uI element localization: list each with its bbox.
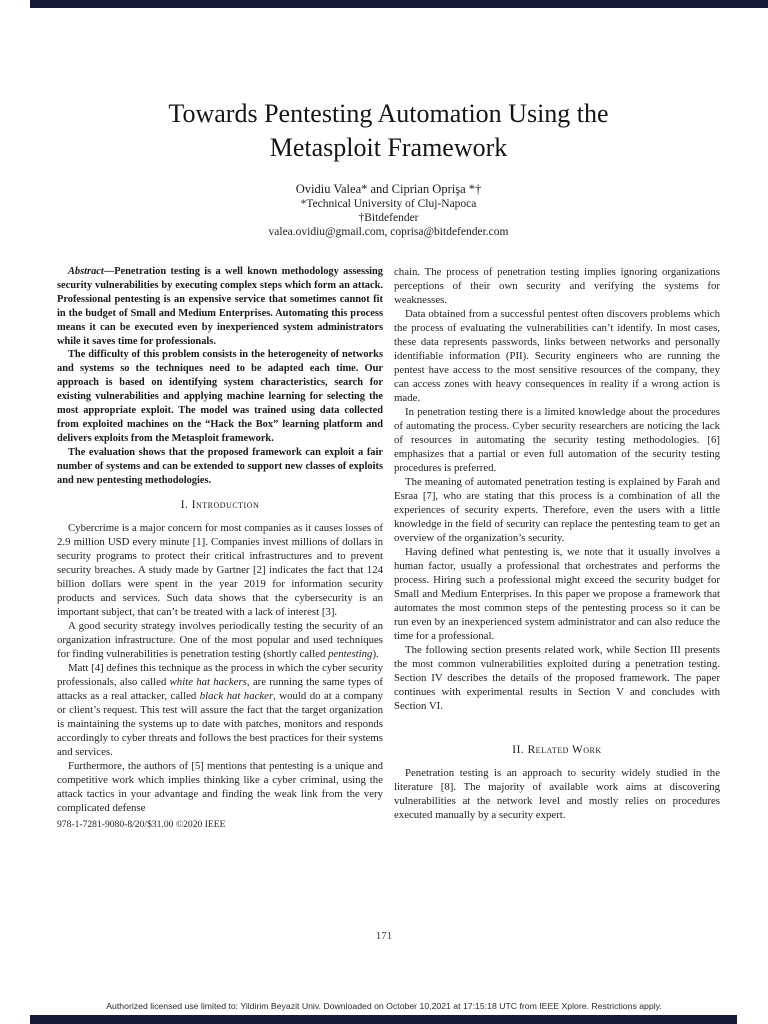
viewer-bottom-bar [30,1015,737,1024]
intro-p3-text-mid: , are running the same types of attacks as a real attacker, called [57,675,384,702]
paper-title [57,97,720,165]
intro-paragraph-2 [57,619,383,661]
paper-title-line2: Metasploit Framework [269,133,508,162]
two-column-body [57,265,720,831]
page-number: 171 [375,930,393,942]
body-paragraph-3: In penetration testing there is a limited knowledge about the procedures of automating the process. Cyber security researchers are noticing the lack of resources in automating the security testing methodologies. [6] emphasizes that a partial or even full automation of the security testing procedures is preferred. [394,406,720,474]
right-column [394,265,720,831]
authors-names: Ovidiu Valea* and Ciprian Oprişa *† [295,182,482,196]
affiliation-university: *Technical University of Cluj-Napoca [300,198,477,210]
body-paragraph-continuation: chain. The process of penetration testing implies ignoring organizations perceptions of their own security and verifying the systems for weaknesses. [394,266,720,306]
abstract-paragraph-1 [57,265,383,348]
section-heading-introduction: I. Introduction [180,498,260,511]
affiliation-company: †Bitdefender [358,212,419,224]
section-heading-related-work: II. Related Work [512,744,602,756]
body-paragraph-6: The following section presents related work, while Section III presents the most common vulnerabilities exploited during a penetration testing. Section IV describes the details of the proposed framework. The paper continues with experimental results in Section V and concludes with Section VI. [394,644,720,712]
intro-p3-italic-white-hat: white hat hackers [169,675,247,688]
body-paragraph-2: Data obtained from a successful pentest often discovers problems which the process of evaluating the vulnerabilities can’t identify. In most cases, these data represents passwords, links between networks and personally identifiable information (PII). Security engineers who are running the pentest have access to the most sensitive resources of the company, they can access zones with heavy consequences in reality if a wrong action is made. [394,308,720,404]
ieee-xplore-stamp: Authorized licensed use limited to: Yildirim Beyazit Univ. Downloaded on October 10,2021 at 17:15:18 UTC from IEEE Xplore. Restrictions apply. [106,1001,662,1011]
intro-p3-text-end: , would do at a company or client’s request. This test will assure the fact that the target organization is maintaining the systems up to date with patches, monitors and responds accordingly to cyber threats and follows the best practices for their systems and services. [57,689,383,758]
abstract-paragraph-3: The evaluation shows that the proposed framework can exploit a fair number of systems and can be extended to support new classes of exploits and new pentesting methodologies. [57,446,383,486]
copyright-footnote: 978-1-7281-9080-8/20/$31.00 ©2020 IEEE [57,818,226,830]
abstract-paragraph-2: The difficulty of this problem consists in the heterogeneity of networks and systems so the techniques need to be adapted each time. Our approach is based on identifying system characteristics, search for existing vulnerabilities and applying machine learning for selecting the most appropriate exploit. The model was trained using data collected from exploited machines on the “Hack the Box” learning platform and delivers exploits from the Metasploit framework. [57,349,383,444]
intro-p2-text-end: ). [372,647,379,660]
intro-p2-text: A good security strategy involves periodically testing the security of an organization infrastructure. One of the most popular and used techniques for finding vulnerabilities is penetration testing (shortly called [57,619,383,660]
intro-p3-italic-black-hat: black hat hacker [199,689,274,702]
abstract-text: —Penetration testing is a well known methodology assessing security vulnerabilities by executing complex steps which form an attack. Professional pentesting is an expensive service that sometimes cannot fit in the budget of Small and Medium Enterprises. Automating this process means it can be executed even by inexperienced system administrators while it saves time for professionals. [57,266,383,347]
paper-title-line1: Towards Pentesting Automation Using the [168,99,609,128]
paper-page [57,0,720,831]
intro-paragraph-4: Furthermore, the authors of [5] mentions that pentesting is a unique and competitive work which implies thinking like a cyber criminal, using the attack tactics in your advantage and finding the weak link from the very complicated defense [57,759,383,814]
intro-p3-text: Matt [4] defines this technique as the process in which the cyber security professionals, also called [57,661,383,688]
intro-paragraph-3 [57,661,383,759]
author-emails: valea.ovidiu@gmail.com, coprisa@bitdefender.com [268,226,509,238]
intro-p2-italic-term: pentesting [328,647,373,660]
body-paragraph-5: Having defined what pentesting is, we note that it usually involves a human factor, usually a professional that orchestrates and performs the process. Hiring such a professional might exceed the security budget for Small and Medium Enterprises. In this paper we propose a framework that automates the most common steps of the pentesting process so it can be run even by an inexperienced system administrator and can also reduce the time for a professional. [394,546,720,642]
left-column [57,265,383,831]
related-work-paragraph-1: Penetration testing is an approach to security widely studied in the literature [8]. The majority of available work aims at discovering vulnerabilities at the network level and mostly relies on procedures executed manually by a security expert. [394,767,720,821]
intro-paragraph-1: Cybercrime is a major concern for most companies as it causes losses of 2.9 million USD every minute [1]. Companies invest millions of dollars in security programs to protect their critical infrastructures and to prevent security breaches. A study made by Gartner [2] indicates the fact that 124 billion dollars were spent in the year 2019 for information security products and services. Such data shows that the cybersecurity is an important subject, that can’t be treated with a lack of interest [3]. [57,521,383,618]
authors-block [57,182,720,240]
abstract-lead: Abstract [68,266,104,277]
body-paragraph-4: The meaning of automated penetration testing is explained by Farah and Esraa [7], who are stating that this process is a combination of all the experiences of security experts. Therefore, even the users with a little knowledge in the field of security can replace the pentesting team to get an overview of the organization’s security. [394,476,720,544]
